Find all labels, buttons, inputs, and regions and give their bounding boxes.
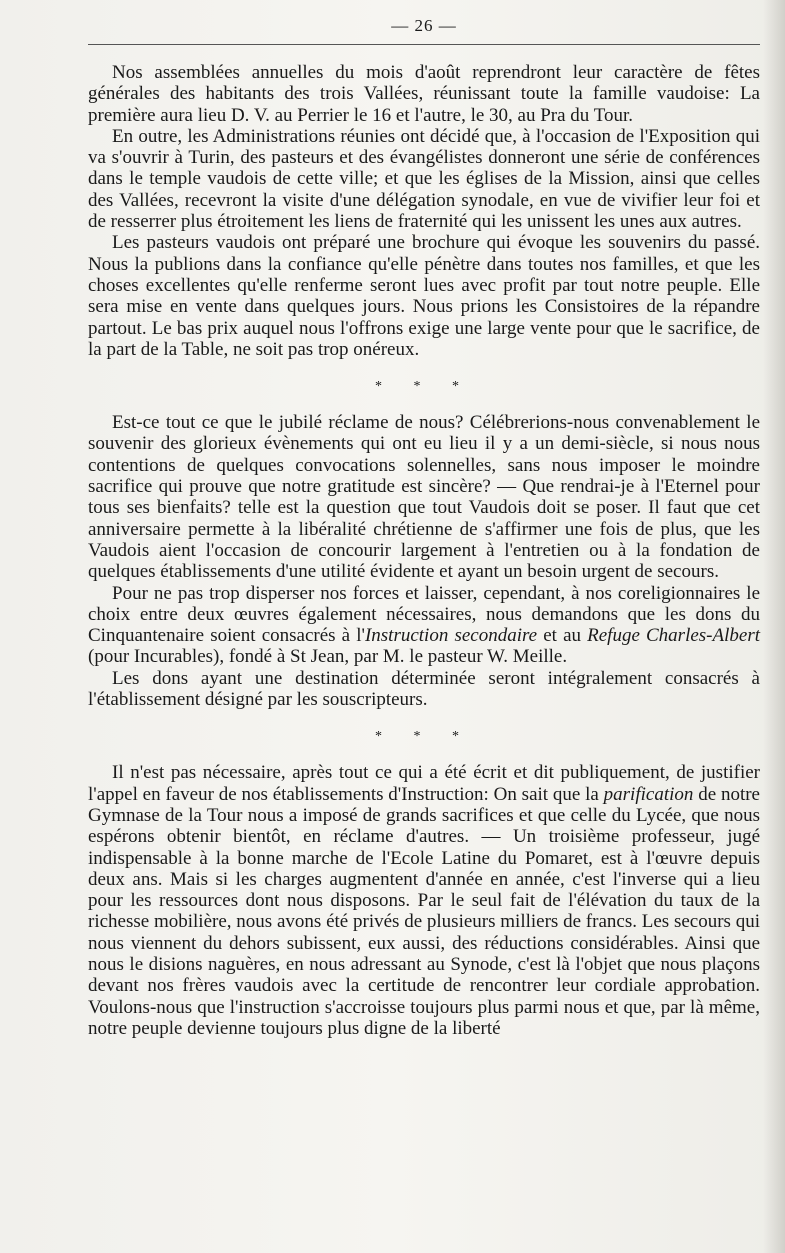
paragraph-text: Pour ne pas trop disperser nos forces et laisser, cependant, à nos coreligionnaires le choix entre deux œuvres également nécessaires, nous demandons que les dons du Cinquantenaire soient consacrés à l' — [88, 582, 760, 647]
paragraph: Les pasteurs vaudois ont préparé une brochure qui évoque les souvenirs du passé. Nous la publions dans la confiance qu'elle pénètre dans toutes nos familles, et que les choses excellentes qu'elle renferme seront lues avec profit par tout notre peuple. Elle sera mise en vente dans quelques jours. Nous prions les Consistoires de la répandre partout. Le bas prix auquel nous l'offrons exige une large vente pour que le sacrifice, de la part de la Table, ne soit pas trop onéreux. — [88, 232, 760, 360]
emphasis-instruction-secondaire: Instruction secondaire — [364, 625, 538, 647]
paragraph-text: et au — [537, 625, 588, 647]
page-number: — 26 — — [391, 16, 457, 35]
paragraph-text: (pour Incurables), fondé à St Jean, par M. le pasteur W. Meille. — [88, 646, 568, 668]
page-edge-shadow — [763, 0, 785, 1253]
paragraph-text: de notre Gymnase de la Tour nous a imposé de grands sacrifices et que celle du Lycée, que nous espérons obtenir bientôt, en réclame d'autres. — Un troisième professeur, jugé indispensable à la bonne marche de l'Ecole Latine du Pomaret, est à l'œuvre depuis deux ans. Mais si les charges augmentent d'année en année, c'est l'inverse qui a lieu pour les ressources dont nous disposons. Par le seul fait de l'élévation du taux de la richesse mobilière, nous avons été privés de plusieurs milliers de francs. Les secours qui nous viennent du dehors subissent, eux aussi, des réductions considérables. Ainsi que nous le disions naguères, en nous adressant au Synode, c'est là l'objet que nous plaçons devant nos frères vaudois avec la certitude de rencontrer leur cordiale approbation. Voulons-nous que l'instruction s'accroisse toujours plus parmi nous et que, par là même, notre peuple devienne toujours plus digne de la liberté — [88, 783, 760, 1039]
emphasis-parification: parification — [603, 783, 694, 805]
paragraph: Les dons ayant une destination déterminée seront intégralement consacrés à l'établissement désigné par les souscripteurs. — [88, 667, 760, 711]
asterism-divider: * * * — [375, 728, 473, 744]
paragraph: Nos assemblées annuelles du mois d'août reprendront leur caractère de fêtes générales des habitants des trois Vallées, réunissant toute la famille vaudoise: La première aura lieu D. V. au Perrier le 16 et l'autre, le 30, au Pra du Tour. — [88, 62, 760, 126]
paragraph: Est-ce tout ce que le jubilé réclame de nous? Célébrerions-nous convenablement le souvenir des glorieux évènements qui ont eu lieu il y a un demi-siècle, si nous nous contentions de quelques convocations solennelles, sans nous imposer le moindre sacrifice qui prouve que notre gratitude est sincère? — Que rendrai-je à l'Eternel pour tous ses bienfaits? telle est la question que tout Vaudois doit se poser. Il faut que cet anniversaire permette à la libéralité chrétienne de s'affirmer une fois de plus, que les Vaudois aient l'occasion de concourir largement à l'entretien ou à la fondation de quelques établissements d'une utilité évidente et ayant un besoin urgent de secours. — [88, 412, 760, 583]
paragraph — [88, 583, 760, 668]
body-text — [88, 62, 760, 1039]
paragraph — [88, 762, 760, 1039]
paragraph: En outre, les Administrations réunies ont décidé que, à l'occasion de l'Exposition qui va s'ouvrir à Turin, des pasteurs et des évangélistes donneront une série de conférences dans le temple vaudois de cette ville; et que les églises de la Mission, ainsi que celles des Vallées, recevront la visite d'une délégation synodale, en vue de vivifier leur foi et de resserrer plus étroitement les liens de fraternité qui les unissent les unes aux autres. — [88, 125, 760, 233]
header-rule — [88, 44, 760, 45]
emphasis-refuge-charles-albert: Refuge Charles-Albert — [587, 625, 760, 647]
asterism-divider: * * * — [375, 378, 473, 394]
paragraph-text: Il n'est pas nécessaire, après tout ce qui a été écrit et dit publiquement, de justifier l'appel en faveur de nos établissements d'Instruction: On sait que la — [88, 762, 760, 805]
